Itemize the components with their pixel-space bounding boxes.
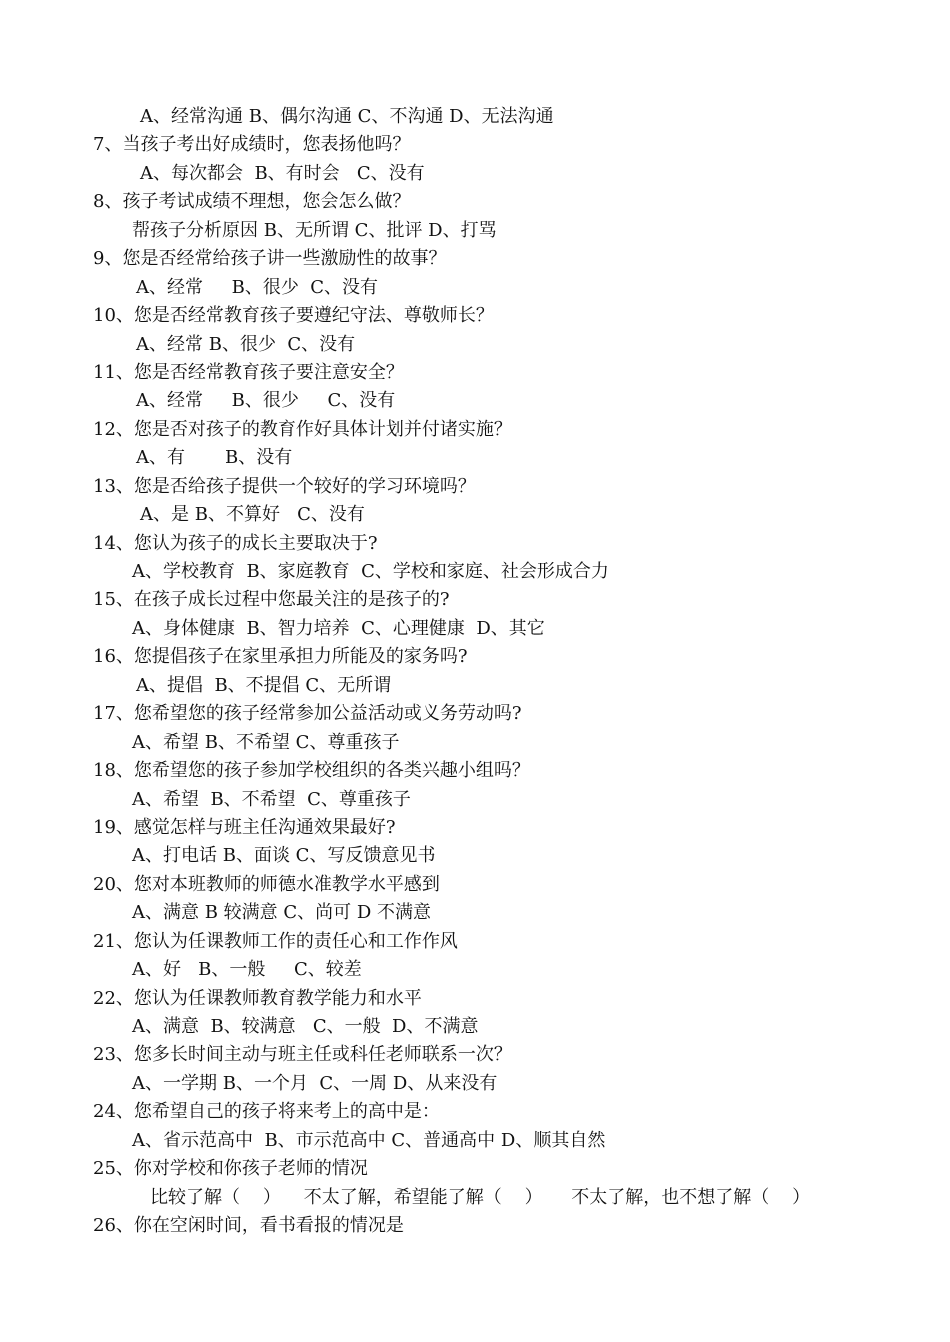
question-24: 24、您希望自己的孩子将来考上的高中是： xyxy=(93,1101,440,1123)
answer-options-25: 比较了解（ ） 不太了解，希望能了解（ ） 不太了解，也不想了解（ ） xyxy=(150,1186,811,1208)
questionnaire-body xyxy=(0,103,950,1241)
question-26: 26、你在空闲时间，看书看报的情况是 xyxy=(93,1215,404,1237)
answer-options-23: A、一学期 B、一个月 C、一周 D、从来没有 xyxy=(132,1072,498,1094)
answer-options-20: A、满意 B 较满意 C、尚可 D 不满意 xyxy=(132,902,432,924)
answer-options-15: A、身体健康 B、智力培养 C、心理健康 D、其它 xyxy=(132,617,545,639)
answer-options-8: 帮孩子分析原因 B、无所谓 C、批评 D、打骂 xyxy=(132,219,497,241)
answer-options-6: A、经常沟通 B、偶尔沟通 C、不沟通 D、无法沟通 xyxy=(140,106,554,127)
answer-options-24: A、省示范高中 B、市示范高中 C、普通高中 D、顺其自然 xyxy=(132,1129,606,1151)
answer-options-14: A、学校教育 B、家庭教育 C、学校和家庭、社会形成合力 xyxy=(132,561,609,582)
answer-options-21: A、好 B、一般 C、较差 xyxy=(132,959,362,981)
question-13: 13、您是否给孩子提供一个较好的学习环境吗？ xyxy=(93,475,476,497)
answer-options-18: A、希望 B、不希望 C、尊重孩子 xyxy=(132,788,411,810)
question-12: 12、您是否对孩子的教育作好具体计划并付诸实施？ xyxy=(93,418,512,440)
answer-options-17: A、希望 B、不希望 C、尊重孩子 xyxy=(132,731,400,753)
answer-options-9: A、经常 B、很少 C、没有 xyxy=(136,276,379,298)
answer-options-22: A、满意 B、较满意 C、一般 D、不满意 xyxy=(132,1016,479,1037)
question-21: 21、您认为任课教师工作的责任心和工作作风 xyxy=(93,930,458,952)
answer-options-16: A、提倡 B、不提倡 C、无所谓 xyxy=(136,674,392,696)
answer-options-13: A、是 B、不算好 C、没有 xyxy=(140,504,365,526)
question-11: 11、您是否经常教育孩子要注意安全？ xyxy=(93,361,404,383)
question-25: 25、你对学校和你孩子老师的情况 xyxy=(93,1158,368,1180)
question-20: 20、您对本班教师的师德水准教学水平感到 xyxy=(93,873,440,895)
answer-options-7: A、每次都会 B、有时会 C、没有 xyxy=(140,162,425,184)
question-19: 19、感觉怎样与班主任沟通效果最好? xyxy=(93,816,396,838)
question-18: 18、您希望您的孩子参加学校组织的各类兴趣小组吗？ xyxy=(93,760,530,782)
question-8: 8、孩子考试成绩不理想，您会怎么做？ xyxy=(93,191,411,213)
question-7: 7、当孩子考出好成绩时，您表扬他吗？ xyxy=(93,134,411,156)
question-17: 17、您希望您的孩子经常参加公益活动或义务劳动吗? xyxy=(93,703,522,725)
answer-options-12: A、有 B、没有 xyxy=(136,447,293,469)
answer-options-10: A、经常 B、很少 C、没有 xyxy=(136,333,356,355)
answer-options-19: A、打电话 B、面谈 C、写反馈意见书 xyxy=(132,845,436,867)
question-14: 14、您认为孩子的成长主要取决于? xyxy=(93,532,378,554)
question-10: 10、您是否经常教育孩子要遵纪守法、尊敬师长？ xyxy=(93,305,494,327)
question-22: 22、您认为任课教师教育教学能力和水平 xyxy=(93,987,422,1009)
question-15: 15、在孩子成长过程中您最关注的是孩子的? xyxy=(93,589,450,611)
answer-options-11: A、经常 B、很少 C、没有 xyxy=(136,390,396,412)
question-16: 16、您提倡孩子在家里承担力所能及的家务吗? xyxy=(93,646,468,668)
question-23: 23、您多长时间主动与班主任或科任老师联系一次？ xyxy=(93,1044,512,1066)
question-9: 9、您是否经常给孩子讲一些激励性的故事？ xyxy=(93,248,447,270)
